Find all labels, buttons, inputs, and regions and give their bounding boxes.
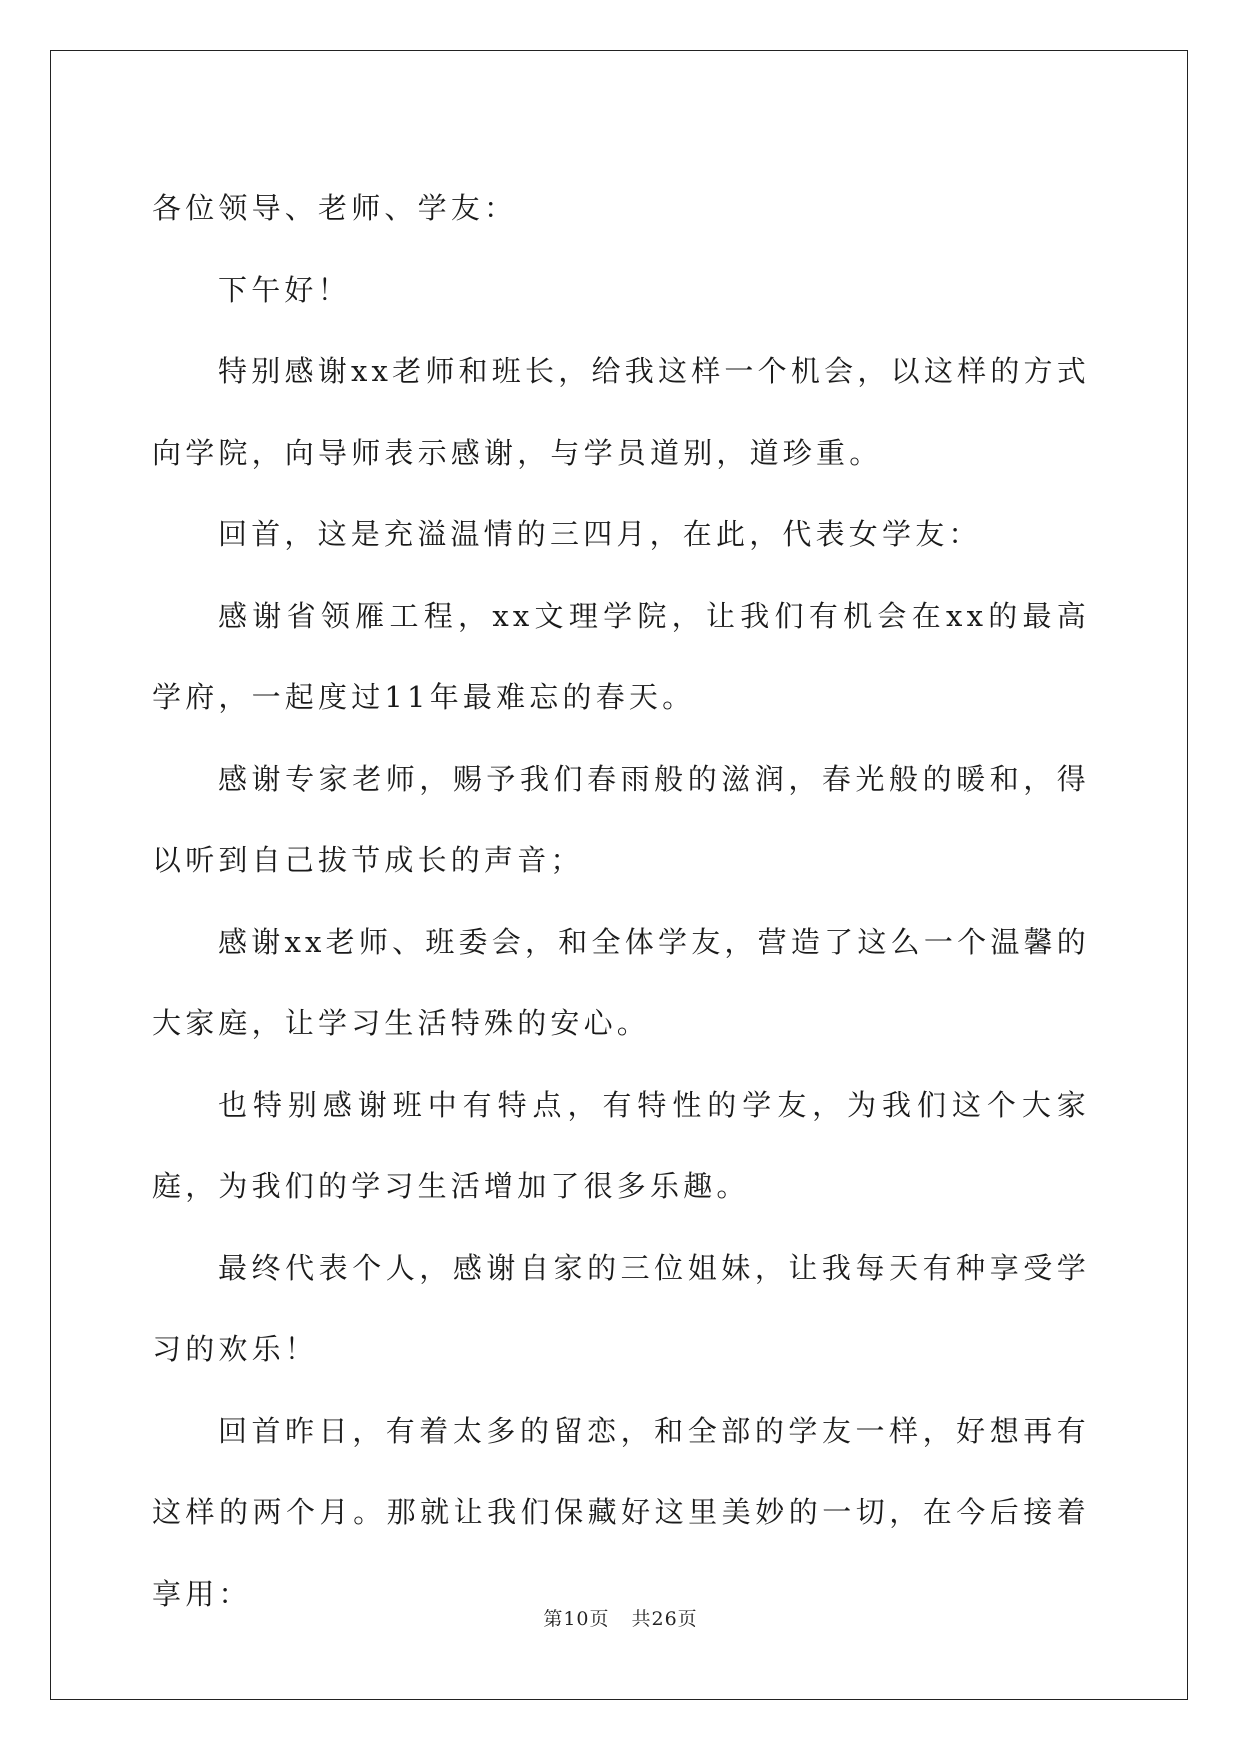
paragraph: 也特别感谢班中有特点，有特性的学友，为我们这个大家庭，为我们的学习生活增加了很多乐趣。 [152, 1087, 1090, 1203]
paragraph: 感谢省领雁工程，xx文理学院，让我们有机会在xx的最高学府，一起度过11年最难忘的春天。 [152, 598, 1090, 714]
page-number: 第10页 [543, 1608, 610, 1630]
paragraph: 感谢xx老师、班委会，和全体学友，营造了这么一个温馨的大家庭，让学习生活特殊的安心。 [152, 924, 1090, 1040]
paragraph: 回首昨日，有着太多的留恋，和全部的学友一样，好想再有这样的两个月。那就让我们保藏好这里美妙的一切，在今后接着享用： [152, 1413, 1090, 1611]
document-body [152, 168, 1090, 1635]
paragraph: 回首，这是充溢温情的三四月，在此，代表女学友： [218, 517, 982, 551]
paragraph: 最终代表个人，感谢自家的三位姐妹，让我每天有种享受学习的欢乐！ [152, 1250, 1090, 1366]
paragraph: 下午好！ [218, 272, 351, 307]
page-footer [0, 1604, 1241, 1631]
page-total: 共26页 [631, 1608, 698, 1630]
paragraph: 感谢专家老师，赐予我们春雨般的滋润，春光般的暖和，得以听到自己拔节成长的声音； [152, 761, 1090, 877]
paragraph: 特别感谢xx老师和班长，给我这样一个机会，以这样的方式向学院，向导师表示感谢，与学员道别，道珍重。 [152, 354, 1090, 470]
salutation: 各位领导、老师、学友： [152, 191, 518, 225]
